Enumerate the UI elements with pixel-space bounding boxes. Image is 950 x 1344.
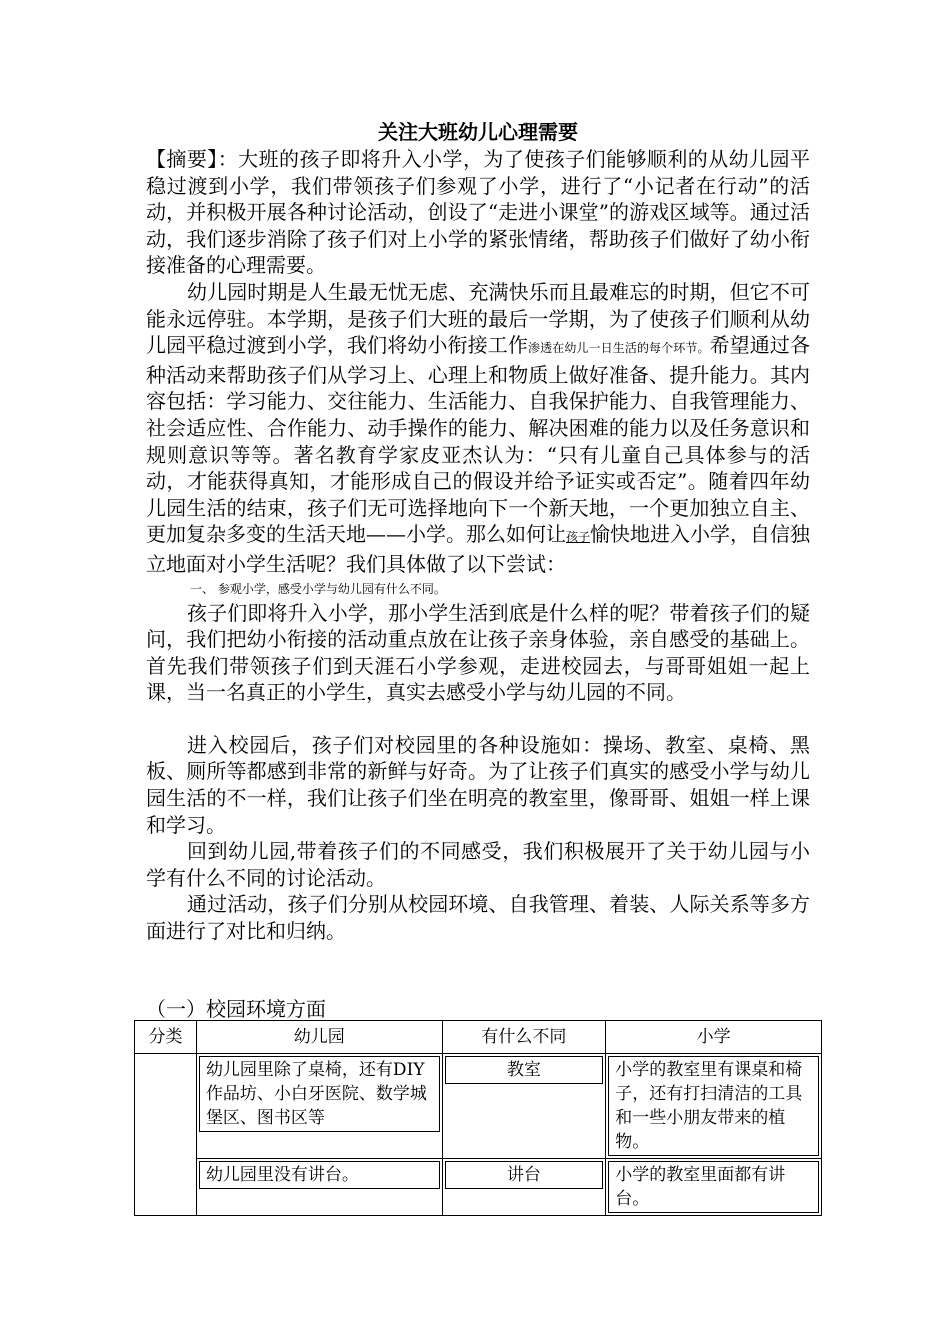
discussion-paragraph: 回到幼儿园,带着孩子们的不同感受，我们积极展开了关于幼儿园与小学有什么不同的讨论活动。 — [146, 839, 810, 890]
kindergarten-cell: 幼儿园里没有讲台。 — [196, 1159, 442, 1216]
school-cell: 小学的教室里面都有讲台。 — [606, 1159, 822, 1216]
header-kindergarten: 幼儿园 — [196, 1021, 442, 1054]
comparison-table — [134, 1020, 822, 1216]
intro-paragraph — [146, 279, 810, 578]
category-cell — [135, 1054, 197, 1216]
section-heading-one: 一、 参观小学，感受小学与幼儿园有什么不同。 — [190, 581, 446, 596]
document-page — [146, 118, 811, 1209]
difference-cell: 教室 — [442, 1054, 606, 1159]
intro-text-a: 幼儿园时期是人生最无忧无虑、充满快乐而且最难忘的时期，但它不可能永远停驻。本学期，是孩子们大班的最后一学期，为了使孩子们顺利从幼儿园平稳过渡到小学，我们将幼小衔接工作 — [146, 279, 810, 358]
table-row — [135, 1159, 822, 1216]
intro-text-small: 渗透在幼儿一日生活的每个环节。 — [528, 341, 710, 356]
header-difference: 有什么不同 — [442, 1021, 606, 1054]
intro-text-underlined: 孩子 — [566, 530, 591, 545]
campus-environment-heading: （一）校园环境方面 — [146, 997, 326, 1021]
summary-paragraph: 通过活动，孩子们分别从校园环境、自我管理、着装、人际关系等多方面进行了对比和归纳。 — [146, 892, 810, 944]
visit-paragraph: 孩子们即将升入小学，那小学生活到底是什么样的呢？带着孩子们的疑问，我们把幼小衔接的活动重点放在让孩子亲身体验，亲自感受的基础上。首先我们带领孩子们到天涯石小学参观，走进校园去，与哥哥姐姐一起上课，当一名真正的小学生，真实去感受小学与幼儿园的不同。 — [146, 600, 810, 705]
header-school: 小学 — [606, 1021, 822, 1054]
campus-paragraph: 进入校园后，孩子们对校园里的各种设施如：操场、教室、桌椅、黑板、厕所等都感到非常的新鲜与好奇。为了让孩子们真实的感受小学与幼儿园生活的不一样，我们让孩子们坐在明亮的教室里，像哥哥、姐姐一样上课和学习。 — [146, 732, 810, 837]
intro-text-b: 希望通过各种活动来帮助孩子们从学习上、心理上和物质上做好准备、提升能力。其内容包括：学习能力、交往能力、生活能力、自我保护能力、自我管理能力、社会适应性、合作能力、动手操作的能力、解决困难的能力以及任务意识和规则意识等等。著名教育学家皮亚杰认为：“只有儿童自己具体参与的活动，才能获得真知，才能形成自己的假设并给予证实或否定”。随着四年幼儿园生活的结束，孩子们无可选择地向下一个新天地，一个更加独立自主、更加复杂多变的生活天地——小学。那么如何让 — [146, 333, 810, 547]
document-title: 关注大班幼儿心理需要 — [378, 120, 578, 144]
header-category: 分类 — [135, 1021, 197, 1054]
school-cell: 小学的教室里有课桌和椅子，还有打扫清洁的工具和一些小朋友带来的植物。 — [606, 1054, 822, 1159]
difference-cell: 讲台 — [442, 1159, 606, 1216]
blank-line — [146, 706, 810, 732]
kindergarten-cell: 幼儿园里除了桌椅，还有DIY作品坊、小白牙医院、数学城堡区、图书区等 — [196, 1054, 442, 1159]
intro-text-c: 愉快地进入小学，自信独立地面对小学生活呢？我们具体做了以下尝试： — [146, 522, 811, 576]
table-header-row — [135, 1021, 822, 1054]
table-row — [135, 1054, 822, 1159]
abstract-paragraph: 【摘要】：大班的孩子即将升入小学，为了使孩子们能够顺利的从幼儿园平稳过渡到小学，我们带领孩子们参观了小学，进行了“小记者在行动”的活动，并积极开展各种讨论活动，创设了“走进小课堂”的游戏区域等。通过活动，我们逐步消除了孩子们对上小学的紧张情绪，帮助孩子们做好了幼小衔接准备的心理需要。 — [146, 147, 810, 278]
